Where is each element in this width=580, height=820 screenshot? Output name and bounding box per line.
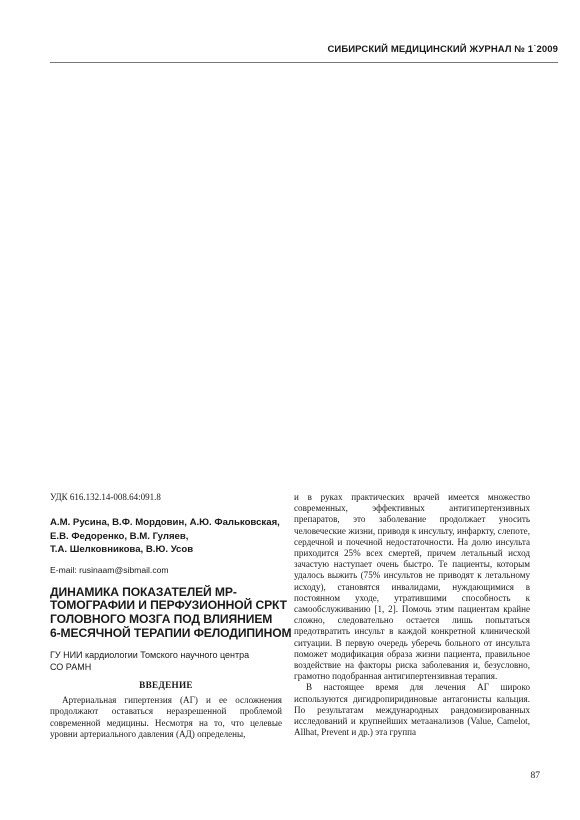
body-paragraph: и в руках практических врачей имеется множество современных, эффективных антигипертензивных препаратов, это заболевание продолжает уносить человеческие жизни, приводя к инсульту, инфаркту, слепоте, сердечной и почечной недостаточности. На долю инсульта приходится 25% всех смертей, причем летальный исход зачастую наступает очень быстро. Те пациенты, которым удалось выжить (75% инсультов не приводят к летальному исходу), становятся инвалидами, нуждающимися в постоянном уходе, утратившими способность к самообслуживанию [1, 2]. Помочь этим пациентам крайне сложно, следовательно остается лишь попытаться предотвратить инсульт в каждой конкретной клинической ситуации. В первую очередь уберечь больного от инсульта поможет модификация образа жизни пациента, правильное воздействие на факторы риска заболевания и, безусловно, грамотно подобранная антигипертензивная терапия. [294,492,530,682]
authors [50,516,282,557]
udk-code: УДК 616.132.14-008.64:091.8 [50,492,161,502]
left-column [50,492,292,740]
title-line: ТОМОГРАФИИ И ПЕРФУЗИОННОЙ СРКТ [50,598,287,613]
article-title [50,584,292,640]
section-heading: ВВЕДЕНИЕ [139,680,193,691]
author-email: E-mail: rusinaam@sibmail.com [50,564,169,575]
body-paragraph: В настоящее время для лечения АГ широко используются дигидропиридиновые антагонисты кальция. По результатам международных рандомизированных исследований и крупнейших метаанализов (Value, Camelot, Allhat, Prevent и др.) эта группа [294,682,530,738]
affiliation-line: СО РАМН [50,661,92,672]
journal-header: СИБИРСКИЙ МЕДИЦИНСКИЙ ЖУРНАЛ № 1˙2009 [327,44,558,55]
author-line: Т.А. Шелковникова, В.Ю. Усов [50,544,194,556]
header-rule [50,62,558,63]
intro-paragraph: Артериальная гипертензия (АГ) и ее осложнения продолжают оставаться неразрешенной проблемой современной медицины. Несмотря на то, что целевые уровни артериального давления (АД) определены, [50,695,282,739]
title-line: ГОЛОВНОГО МОЗГА ПОД ВЛИЯНИЕМ [50,611,273,626]
right-column [294,492,530,738]
affiliation-line: ГУ НИИ кардиологии Томского научного центра [50,650,250,661]
title-line: 6-МЕСЯЧНОЙ ТЕРАПИИ ФЕЛОДИПИНОМ [50,625,292,640]
author-line: Е.В. Федоренко, В.М. Гуляев, [50,530,189,542]
author-line: А.М. Русина, В.Ф. Мордовин, А.Ю. Фальковская, [50,517,280,528]
title-line: ДИНАМИКА ПОКАЗАТЕЛЕЙ МР- [50,584,237,599]
page-number: 87 [530,771,540,781]
affiliation [50,650,282,673]
